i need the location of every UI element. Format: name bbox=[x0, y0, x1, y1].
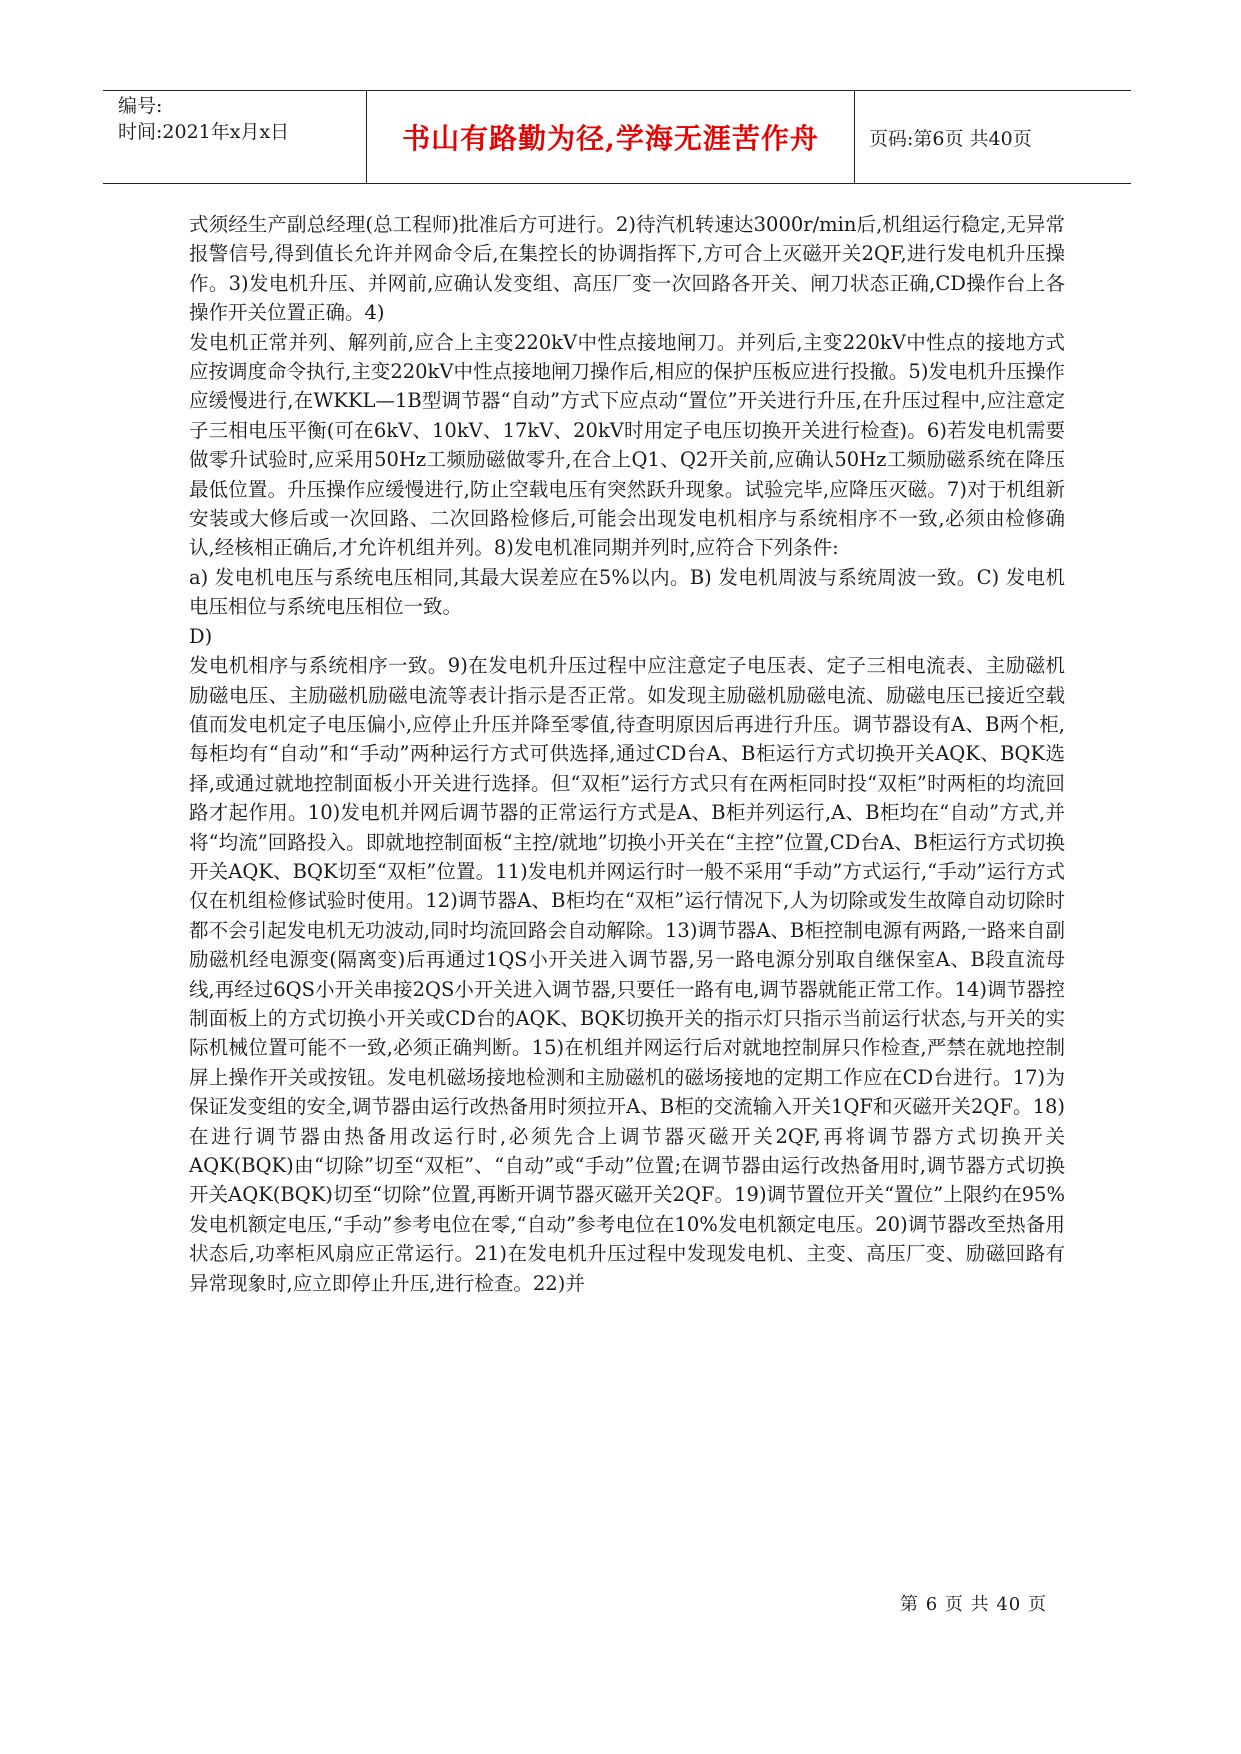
paragraph: 发电机相序与系统相序一致。9)在发电机升压过程中应注意定子电压表、定子三相电流表、主励磁机励磁电压、主励磁机励磁电流等表计指示是否正常。如发现主励磁机励磁电流、励磁电压已接近空载值而发电机定子电压偏小,应停止升压并降至零值,待查明原因后再进行升压。调节器设有A、B两个柜,每柜均有“自动”和“手动”两种运行方式可供选择,通过CD台A、B柜运行方式切换开关AQK、BQK选择,或通过就地控制面板小开关进行选择。但“双柜”运行方式只有在两柜同时投“双柜”时两柜的均流回路才起作用。10)发电机并网后调节器的正常运行方式是A、B柜并列运行,A、B柜均在“自动”方式,并将“均流”回路投入。即就地控制面板“主控/就地”切换小开关在“主控”位置,CD台A、B柜运行方式切换开关AQK、BQK切至“双柜”位置。11)发电机并网运行时一般不采用“手动”方式运行,“手动”运行方式仅在机组检修试验时使用。12)调节器A、B柜均在“双柜”运行情况下,人为切除或发生故障自动切除时都不会引起发电机无功波动,同时均流回路会自动解除。13)调节器A、B柜控制电源有两路,一路来自副励磁机经电源变(隔离变)后再通过1QS小开关进入调节器,另一路电源分别取自继保室A、B段直流母线,再经过6QS小开关串接2QS小开关进入调节器,只要任一路有电,调节器就能正常工作。14)调节器控制面板上的方式切换小开关或CD台的AQK、BQK切换开关的指示灯只指示当前运行状态,与开关的实际机械位置可能不一致,必须正确判断。15)在机组并网运行后对就地控制屏只作检查,严禁在就地控制屏上操作开关或按钮。发电机磁场接地检测和主励磁机的磁场接地的定期工作应在CD台进行。17)为保证发变组的安全,调节器由运行改热备用时须拉开A、B柜的交流输入开关1QF和灭磁开关2QF。18)在进行调节器由热备用改运行时,必须先合上调节器灭磁开关2QF,再将调节器方式切换开关AQK(BQK)由“切除”切至“双柜”、“自动”或“手动”位置;在调节器由运行改热备用时,调节器方式切换开关AQK(BQK)切至“切除”位置,再断开调节器灭磁开关2QF。19)调节置位开关“置位”上限约在95%发电机额定电压,“手动”参考电位在零,“自动”参考电位在10%发电机额定电压。20)调节器改至热备用状态后,功率柜风扇应正常运行。21)在发电机升压过程中发现发电机、主变、高压厂变、励磁回路有异常现象时,应立即停止升压,进行检查。22)并 bbox=[189, 654, 1065, 1295]
paragraph: 式须经生产副总经理(总工程师)批准后方可进行。2)待汽机转速达3000r/min后,机组运行稳定,无异常报警信号,得到值长允许并网命令后,在集控长的协调指挥下,方可合上灭磁开关2QF,进行发电机升压操作。3)发电机升压、并网前,应确认发变组、高压厂变一次回路各开关、闸刀状态正确,CD操作台上各操作开关位置正确。4) bbox=[189, 213, 1065, 325]
header-page-label: 页码:第6页 共40页 bbox=[869, 127, 1032, 150]
document-body bbox=[189, 210, 1065, 1298]
header-meta bbox=[103, 91, 367, 183]
doc-time-label: 时间:2021年x月x日 bbox=[118, 121, 290, 143]
paragraph: D) bbox=[189, 624, 213, 648]
header-motto: 书山有路勤为径,学海无涯苦作舟 bbox=[367, 91, 855, 183]
paragraph: a) 发电机电压与系统电压相同,其最大误差应在5%以内。B) 发电机周波与系统周波一致。C) 发电机电压相位与系统电压相位一致。 bbox=[189, 565, 1065, 619]
page-footer: 第 6 页 共 40 页 bbox=[900, 1594, 1047, 1615]
page-header bbox=[103, 90, 1131, 184]
paragraph: 发电机正常并列、解列前,应合上主变220kV中性点接地闸刀。并列后,主变220kV中性点的接地方式应按调度命令执行,主变220kV中性点接地闸刀操作后,相应的保护压板应进行投撤。5)发电机升压操作应缓慢进行,在WKKL—1B型调节器“自动”方式下应点动“置位”开关进行升压,在升压过程中,应注意定子三相电压平衡(可在6kV、10kV、17kV、20kV时用定子电压切换开关进行检查)。6)若发电机需要做零升试验时,应采用50Hz工频励磁做零升,在合上Q1、Q2开关前,应确认50Hz工频励磁系统在降压最低位置。升压操作应缓慢进行,防止空载电压有突然跃升现象。试验完毕,应降压灭磁。7)对于机组新安装或大修后或一次回路、二次回路检修后,可能会出现发电机相序与系统相序不一致,必须由检修确认,经核相正确后,才允许机组并列。8)发电机准同期并列时,应符合下列条件: bbox=[189, 330, 1065, 560]
doc-number-label: 编号: bbox=[118, 95, 163, 117]
